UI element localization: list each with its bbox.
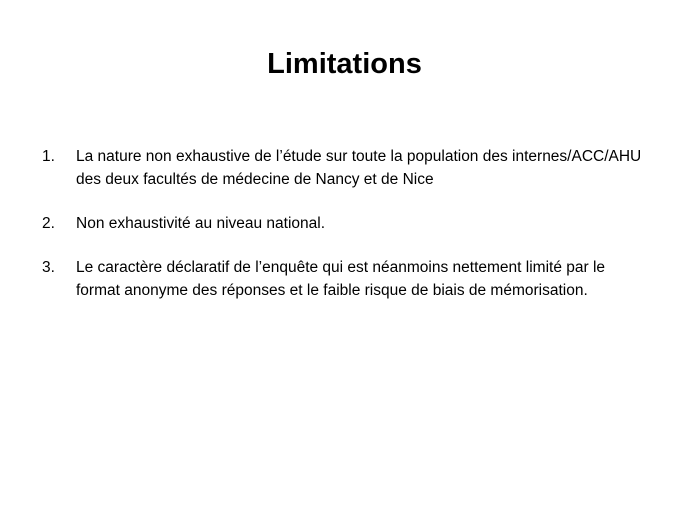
list-item bbox=[42, 212, 642, 235]
list-item-number: 3. bbox=[42, 259, 55, 276]
list-item-text: Le caractère déclaratif de l’enquête qui est néanmoins nettement limité par le format anonyme des réponses et le faible risque de biais de mémorisation. bbox=[76, 259, 606, 299]
limitations-list bbox=[42, 145, 642, 323]
list-item-number: 1. bbox=[42, 148, 55, 165]
slide-title: Limitations bbox=[267, 48, 422, 80]
list-item bbox=[42, 256, 642, 302]
list-item-text: Non exhaustivité au niveau national. bbox=[76, 215, 326, 232]
list-item bbox=[42, 145, 642, 191]
list-item-text: La nature non exhaustive de l’étude sur toute la population des internes/ACC/AHU des deux facultés de médecine de Nancy et de Nice bbox=[76, 148, 642, 188]
list-item-number: 2. bbox=[42, 215, 55, 232]
